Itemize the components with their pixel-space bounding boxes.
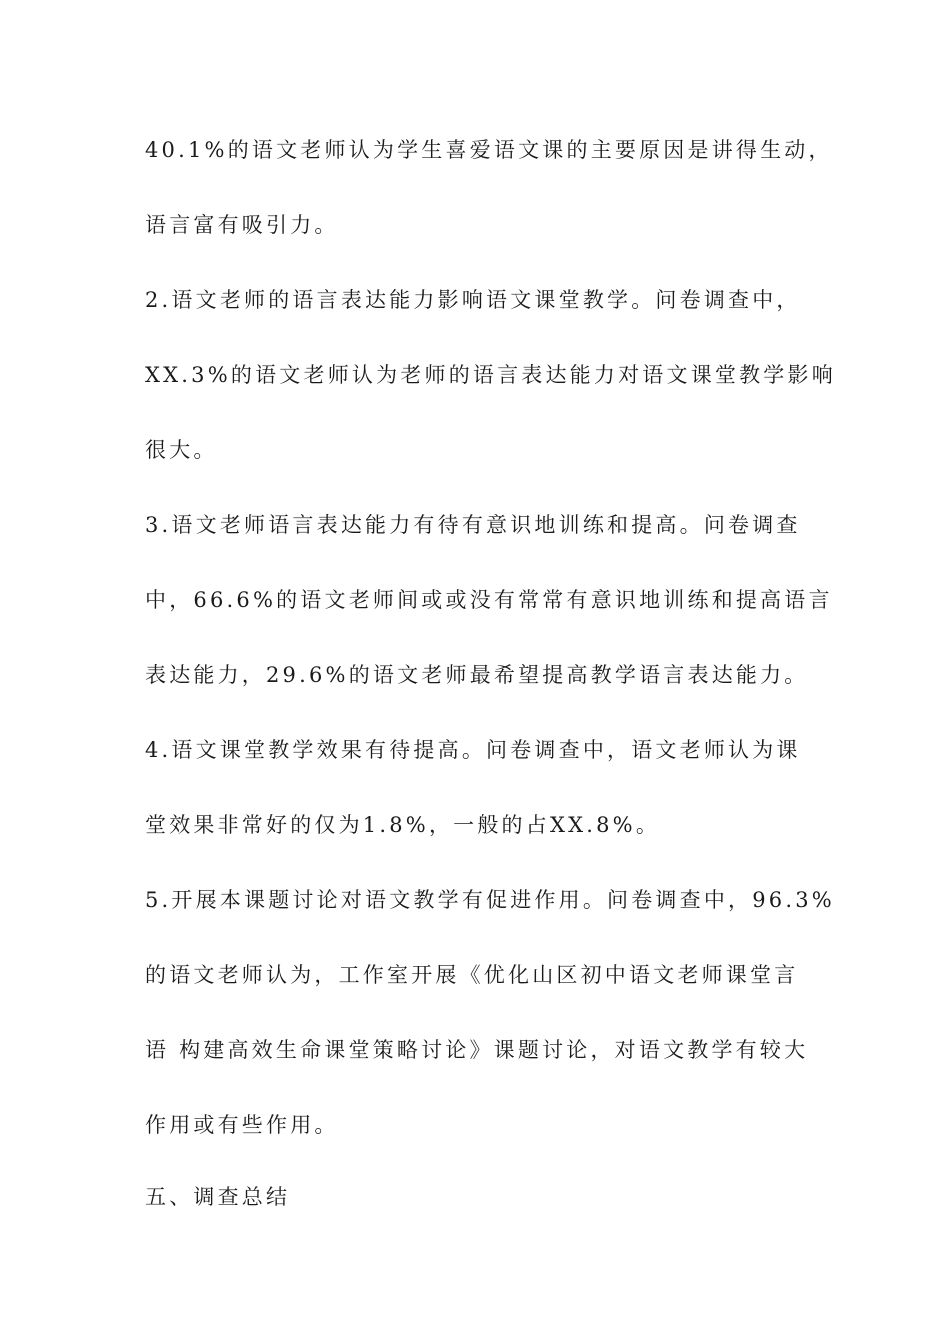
text-line: 的语文老师认为，工作室开展《优化山区初中语文老师课堂言 [145,963,799,987]
text-line: 语言富有吸引力。 [145,213,339,237]
text-line: 语 构建高效生命课堂策略讨论》课题讨论，对语文教学有较大 [145,1038,809,1062]
text-line: 表达能力，29.6%的语文老师最希望提高教学语言表达能力。 [145,663,809,687]
text-line: 4.语文课堂教学效果有待提高。问卷调查中，语文老师认为课 [145,738,801,762]
text-line: 3.语文老师语言表达能力有待有意识地训练和提高。问卷调查 [145,513,801,537]
text-line: 2.语文老师的语言表达能力影响语文课堂教学。问卷调查中， [145,288,801,312]
section-heading: 五、调查总结 [145,1185,291,1209]
text-line: 5.开展本课题讨论对语文教学有促进作用。问卷调查中，96.3% [145,888,835,912]
text-line: 作用或有些作用。 [145,1113,339,1137]
text-line: 很大。 [145,438,218,462]
text-line: 中，66.6%的语文老师间或或没有常常有意识地训练和提高语言 [145,588,833,612]
text-line: XX.3%的语文老师认为老师的语言表达能力对语文课堂教学影响 [145,363,836,387]
text-line: 堂效果非常好的仅为1.8%，一般的占XX.8%。 [145,813,661,837]
text-line: 40.1%的语文老师认为学生喜爱语文课的主要原因是讲得生动， [145,138,833,162]
